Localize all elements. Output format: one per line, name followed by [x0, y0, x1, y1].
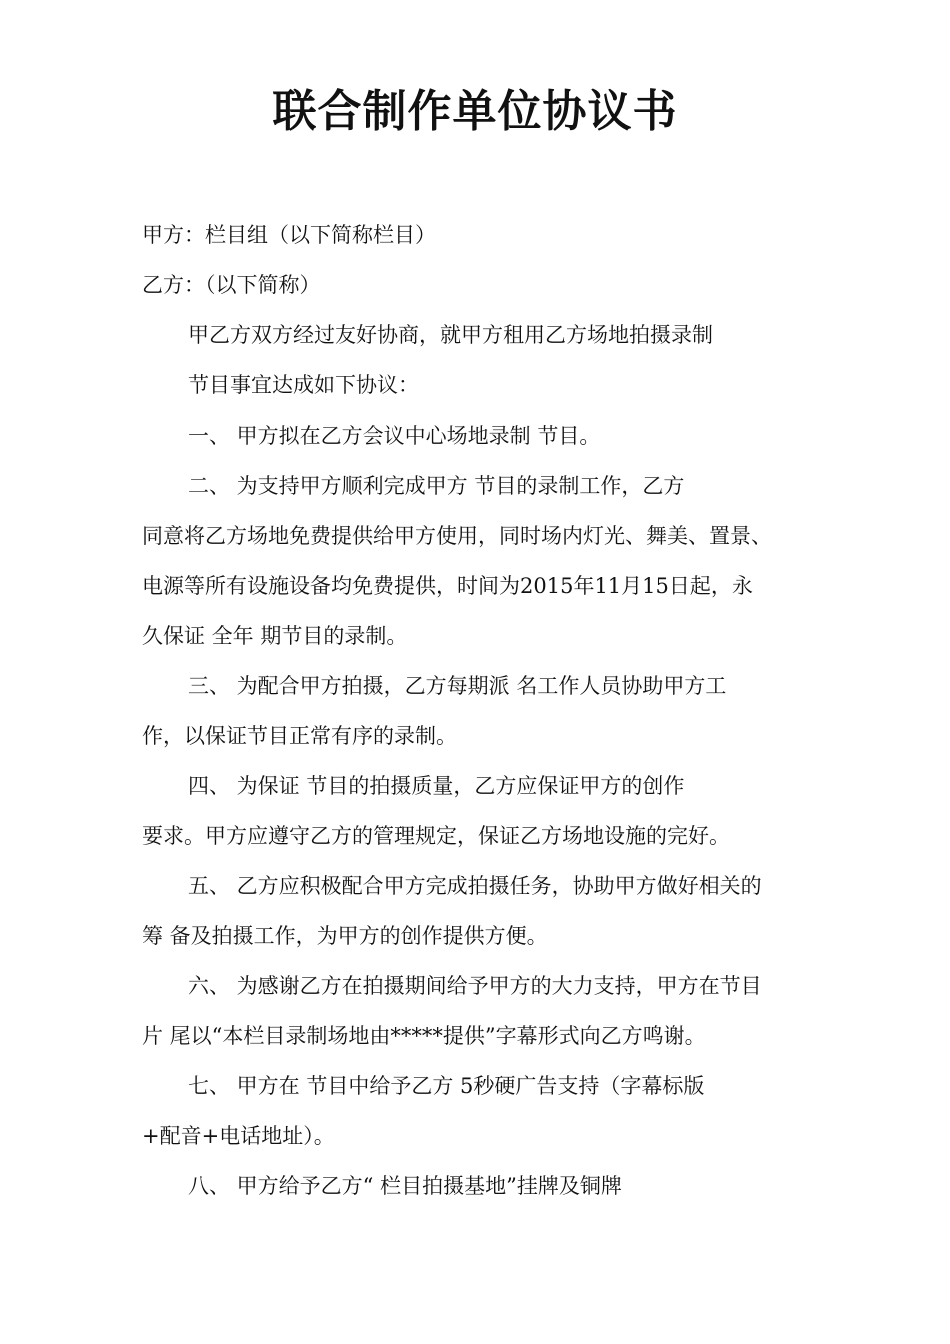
clause-8-line-1: 八、 甲方给予乙方“ 栏目拍摄基地”挂牌及铜牌 — [188, 1174, 622, 1198]
document-title: 联合制作单位协议书 — [272, 86, 678, 137]
clause-1-line-1: 一、 甲方拟在乙方会议中心场地录制 节目。 — [188, 424, 601, 448]
clause-5-line-2: 筹 备及拍摄工作，为甲方的创作提供方便。 — [142, 924, 548, 948]
clause-2-line-2: 同意将乙方场地免费提供给甲方使用，同时场内灯光、舞美、置景、 — [142, 524, 772, 548]
preamble-line-1: 甲乙方双方经过友好协商，就甲方租用乙方场地拍摄录制 — [188, 323, 713, 347]
clause-2-line-3: 电源等所有设施设备均免费提供，时间为2015年11月15日起，永 — [142, 574, 753, 598]
party-a-line: 甲方：栏目组（以下简称栏目） — [142, 223, 436, 247]
clause-4-line-1: 四、 为保证 节目的拍摄质量，乙方应保证甲方的创作 — [188, 774, 685, 798]
clause-6-line-2: 片 尾以“本栏目录制场地由*****提供”字幕形式向乙方鸣谢。 — [142, 1024, 706, 1048]
clause-3-line-1: 三、 为配合甲方拍摄，乙方每期派 名工作人员协助甲方工 — [188, 674, 727, 698]
party-b-line: 乙方：（以下简称） — [142, 273, 321, 297]
clause-4-line-2: 要求。甲方应遵守乙方的管理规定，保证乙方场地设施的完好。 — [142, 824, 730, 848]
clause-5-line-1: 五、 乙方应积极配合甲方完成拍摄任务，协助甲方做好相关的 — [188, 874, 762, 898]
clause-7-line-2: +配音+电话地址）。 — [142, 1124, 335, 1148]
clause-2-line-1: 二、 为支持甲方顺利完成甲方 节目的录制工作，乙方 — [188, 474, 685, 498]
clause-3-line-2: 作，以保证节目正常有序的录制。 — [142, 724, 457, 748]
clause-6-line-1: 六、 为感谢乙方在拍摄期间给予甲方的大力支持，甲方在节目 — [188, 974, 762, 998]
clause-2-line-4: 久保证 全年 期节目的录制。 — [142, 624, 408, 648]
preamble-line-2: 节目事宜达成如下协议： — [188, 373, 419, 397]
clause-7-line-1: 七、 甲方在 节目中给予乙方 5秒硬广告支持（字幕标版 — [188, 1074, 705, 1098]
